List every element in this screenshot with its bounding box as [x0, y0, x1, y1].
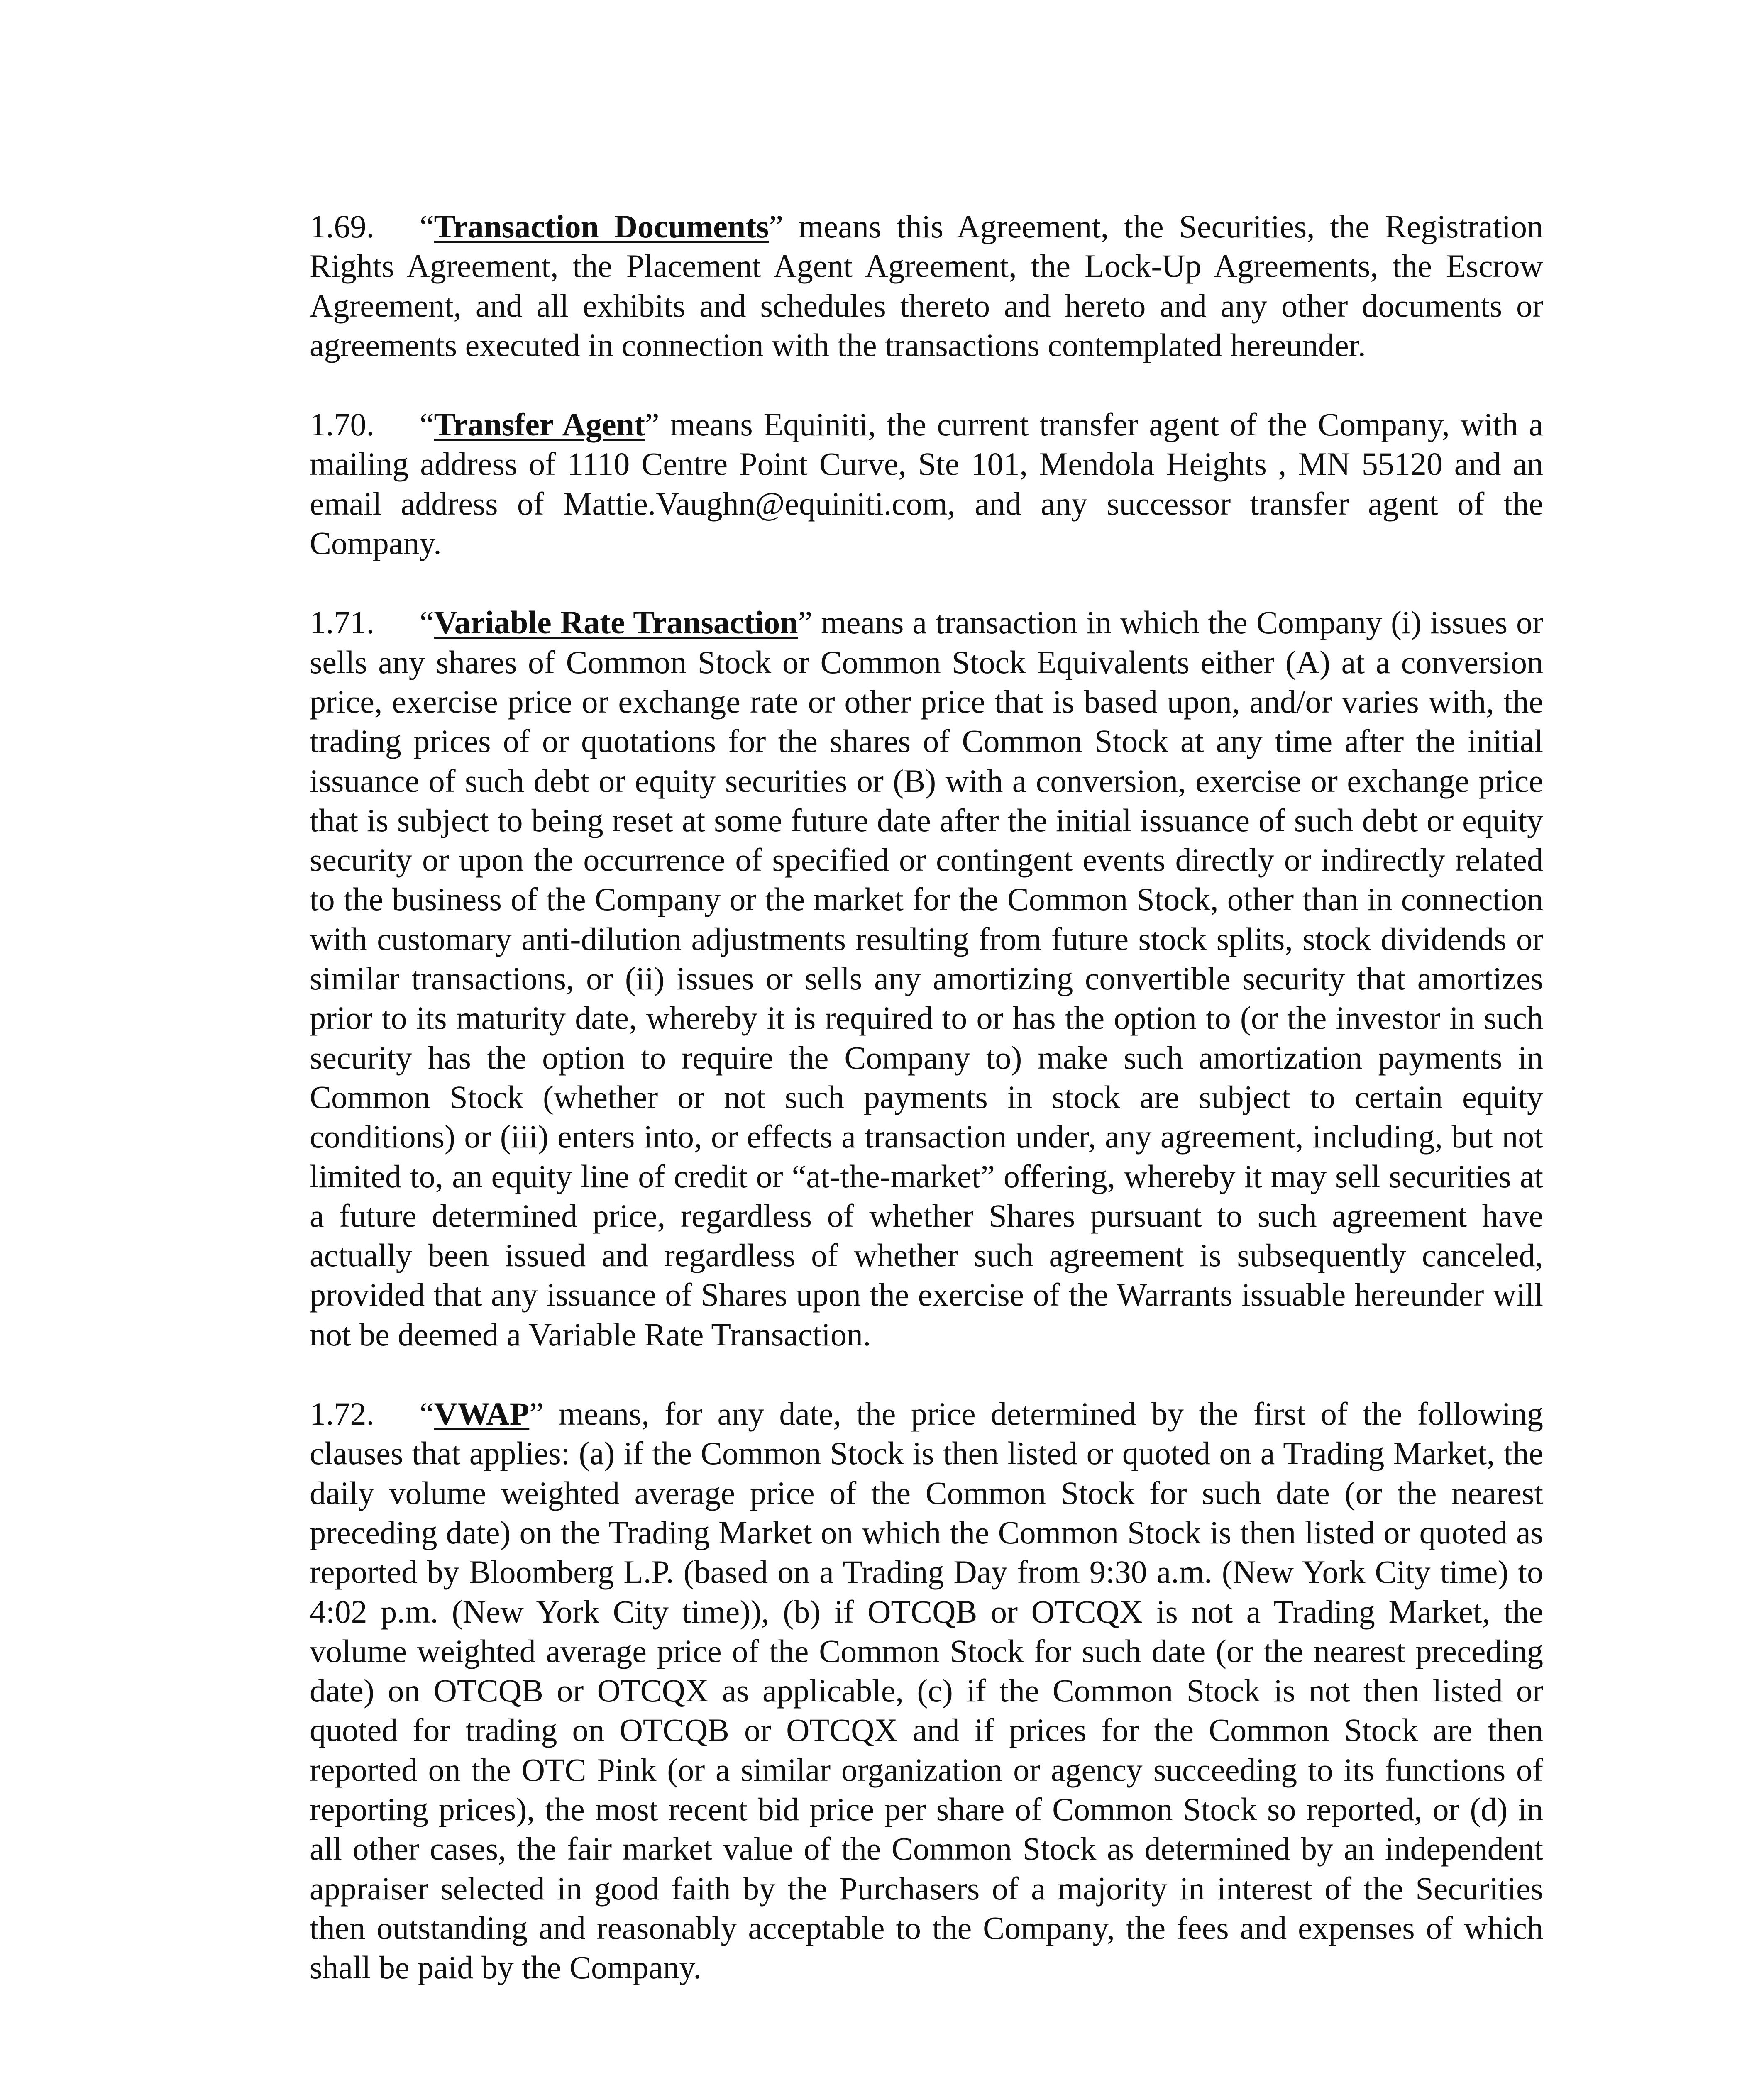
open-quote: “ — [420, 406, 434, 443]
clause-number: 1.71. — [310, 604, 374, 641]
open-quote: “ — [420, 208, 434, 244]
open-quote: “ — [420, 1396, 434, 1432]
clause-text: ” means, for any date, the price determined by the first of the following clauses that applies: (a) if the Common Stock is then listed or quoted on a Trading Market, the daily volume weighted average price of the Common Stock for such date (or the nearest preceding date) on the Trading Market on which the Common Stock is then listed or quoted as reported by Bloomberg L.P. (based on a Trading Day from 9:30 a.m. (New York City time) to 4:02 p.m. (New York City time)), (b) if OTCQB or OTCQX is not a Trading Market, the volume weighted average price of the Common Stock for such date (or the nearest preceding date) on OTCQB or OTCQX as applicable, (c) if the Common Stock is not then listed or quoted for trading on OTCQB or OTCQX and if prices for the Common Stock are then reported on the OTC Pink (or a similar organization or agency succeeding to its functions of reporting prices), the most recent bid price per share of Common Stock so reported, or (d) in all other cases, the fair market value of the Common Stock as determined by an independent appraiser selected in good faith by the Purchasers of a majority in interest of the Securities then outstanding and reasonably acceptable to the Company, the fees and expenses of which shall be paid by the Company. — [310, 1396, 1543, 1986]
clause-number: 1.69. — [310, 208, 374, 244]
defined-term: Variable Rate Transaction — [434, 604, 798, 641]
clause-text: ” means a transaction in which the Company (i) issues or sells any shares of Common Stock or Common Stock Equivalents either (A) at a conversion price, exercise price or exchange rate or other price that is based upon, and/or varies with, the trading prices of or quotations for the shares of Common Stock at any time after the initial issuance of such debt or equity securities or (B) with a conversion, exercise or exchange price that is subject to being reset at some future date after the initial issuance of such debt or equity security or upon the occurrence of specified or contingent events directly or indirectly related to the business of the Company or the market for the Common Stock, other than in connection with customary anti-dilution adjustments resulting from future stock splits, stock dividends or similar transactions, or (ii) issues or sells any amortizing convertible security that amortizes prior to its maturity date, whereby it is required to or has the option to (or the investor in such security has the option to require the Company to) make such amortization payments in Common Stock (whether or not such payments in stock are subject to certain equity conditions) or (iii) enters into, or effects a transaction under, any agreement, including, but not limited to, an equity line of credit or “at-the-market” offering, whereby it may sell securities at a future determined price, regardless of whether Shares pursuant to such agreement have actually been issued and regardless of whether such agreement is subsequently canceled, provided that any issuance of Shares upon the exercise of the Warrants issuable hereunder will not be deemed a Variable Rate Transaction. — [310, 604, 1543, 1352]
definitions-body — [310, 207, 1543, 2027]
clause-text: ” means this Agreement, the Securities, the Registration Rights Agreement, the Placement Agent Agreement, the Lock-Up Agreements, the Escrow Agreement, and all exhibits and schedules thereto and hereto and any other documents or agreements executed in connection with the transactions contemplated hereunder. — [310, 208, 1543, 363]
defined-term: VWAP — [434, 1396, 530, 1432]
defined-term: Transaction Documents — [434, 208, 769, 244]
clause-1-71 — [310, 603, 1543, 1354]
open-quote: “ — [420, 604, 434, 641]
clause-1-69 — [310, 207, 1543, 365]
clause-1-70 — [310, 405, 1543, 563]
clause-number: 1.70. — [310, 406, 374, 443]
clause-text: ” means Equiniti, the current transfer agent of the Company, with a mailing address of 1110 Centre Point Curve, Ste 101, Mendola Heights , MN 55120 and an email address of Mattie.Vaughn@equiniti.com, and any successor transfer agent of the Company. — [310, 406, 1543, 561]
clause-number: 1.72. — [310, 1396, 374, 1432]
clause-1-72 — [310, 1394, 1543, 1987]
defined-term: Transfer Agent — [434, 406, 645, 443]
